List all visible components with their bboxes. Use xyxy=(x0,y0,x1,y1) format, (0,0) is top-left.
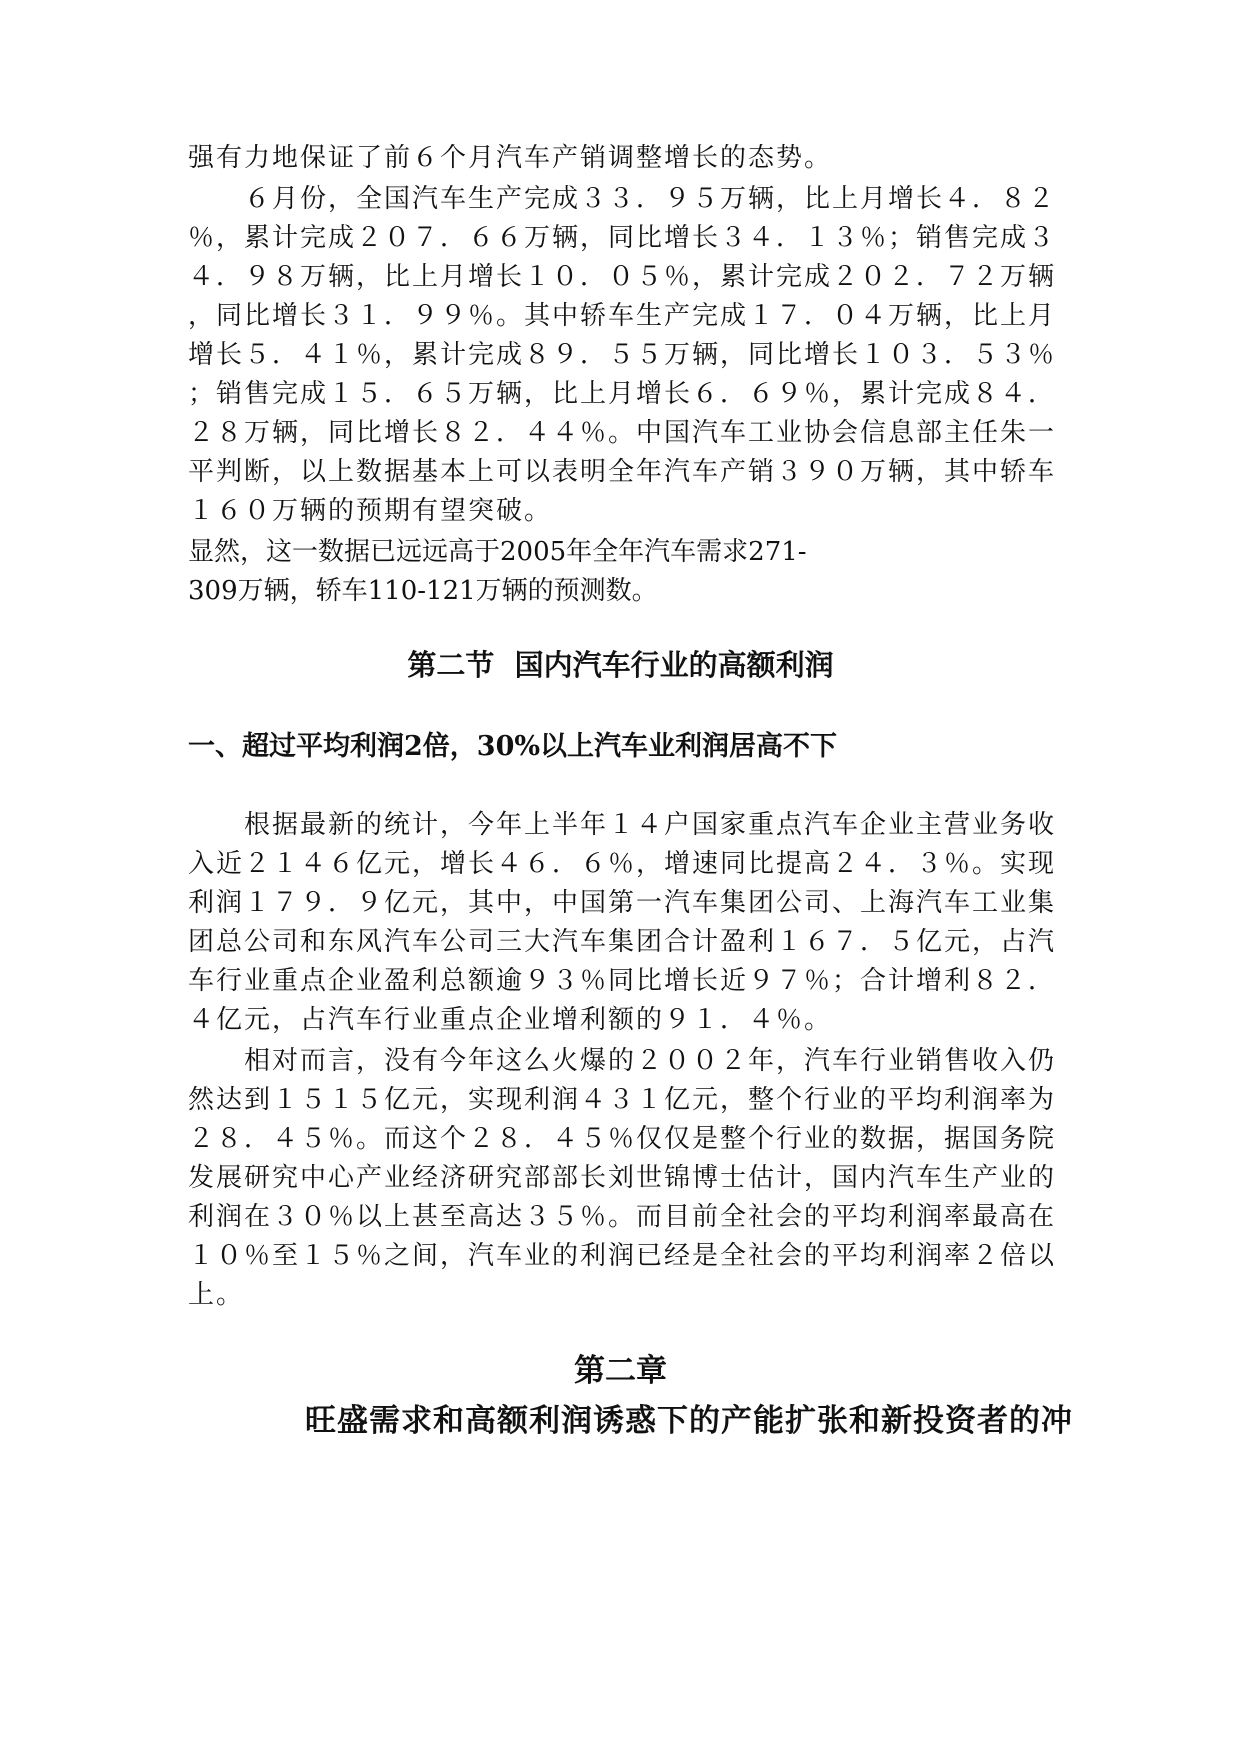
paragraph-line: 利润１７９．９亿元，其中，中国第一汽车集团公司、上海汽车工业集 xyxy=(188,888,1057,918)
paragraph-line: ２８．４５％。而这个２８．４５％仅仅是整个行业的数据，据国务院 xyxy=(188,1124,1057,1154)
paragraph-line: 然达到１５１５亿元，实现利润４３１亿元，整个行业的平均利润率为 xyxy=(188,1085,1057,1115)
paragraph-line: ４．９８万辆，比上月增长１０．０５％，累计完成２０２．７２万辆 xyxy=(188,262,1057,292)
paragraph-line: ，同比增长３１．９９％。其中轿车生产完成１７．０４万辆，比上月 xyxy=(188,301,1057,331)
paragraph-line: 强有力地保证了前６个月汽车产销调整增长的态势。 xyxy=(188,143,833,173)
subsection-title: 一、超过平均利润2倍，30%以上汽车业利润居高不下 xyxy=(188,731,838,762)
paragraph-line: ２８万辆，同比增长８２．４４％。中国汽车工业协会信息部主任朱一 xyxy=(188,418,1057,448)
paragraph-line: １０％至１５％之间，汽车业的利润已经是全社会的平均利润率２倍以 xyxy=(188,1241,1057,1271)
paragraph-line: 显然，这一数据已远远高于2005年全年汽车需求271- xyxy=(188,537,807,567)
paragraph-line: ４亿元，占汽车行业重点企业增利额的９１．４％。 xyxy=(188,1005,833,1035)
section-title: 第二节 国内汽车行业的高额利润 xyxy=(407,648,834,682)
paragraph-line: ；销售完成１５．６５万辆，比上月增长６．６９％，累计完成８４． xyxy=(188,379,1057,409)
chapter-number: 第二章 xyxy=(574,1353,667,1389)
chapter-title: 旺盛需求和高额利润诱惑下的产能扩张和新投资者的冲 xyxy=(305,1403,1073,1439)
paragraph-line: 相对而言，没有今年这么火爆的２００２年，汽车行业销售收入仍 xyxy=(188,1046,1057,1076)
paragraph-line: 根据最新的统计，今年上半年１４户国家重点汽车企业主营业务收 xyxy=(188,810,1057,840)
paragraph-line: ％，累计完成２０７．６６万辆，同比增长３４．１３％；销售完成３ xyxy=(188,223,1057,253)
paragraph-line: 入近２１４６亿元，增长４６．６％，增速同比提高２４．３％。实现 xyxy=(188,849,1057,879)
paragraph-line: 发展研究中心产业经济研究部部长刘世锦博士估计，国内汽车生产业的 xyxy=(188,1163,1057,1193)
paragraph-line: 上。 xyxy=(188,1280,245,1310)
paragraph-line: １６０万辆的预期有望突破。 xyxy=(188,496,553,526)
paragraph-line: 增长５．４１％，累计完成８９．５５万辆，同比增长１０３．５３％ xyxy=(188,340,1057,370)
paragraph-line: ６月份，全国汽车生产完成３３．９５万辆，比上月增长４．８２ xyxy=(188,184,1057,214)
paragraph-line: 平判断，以上数据基本上可以表明全年汽车产销３９０万辆，其中轿车 xyxy=(188,457,1057,487)
paragraph-line: 利润在３０％以上甚至高达３５％。而目前全社会的平均利润率最高在 xyxy=(188,1202,1057,1232)
paragraph-line: 309万辆，轿车110-121万辆的预测数。 xyxy=(188,576,658,606)
paragraph-line: 团总公司和东风汽车公司三大汽车集团合计盈利１６７．５亿元，占汽 xyxy=(188,927,1057,957)
paragraph-line: 车行业重点企业盈利总额逾９３％同比增长近９７％；合计增利８２． xyxy=(188,966,1057,996)
